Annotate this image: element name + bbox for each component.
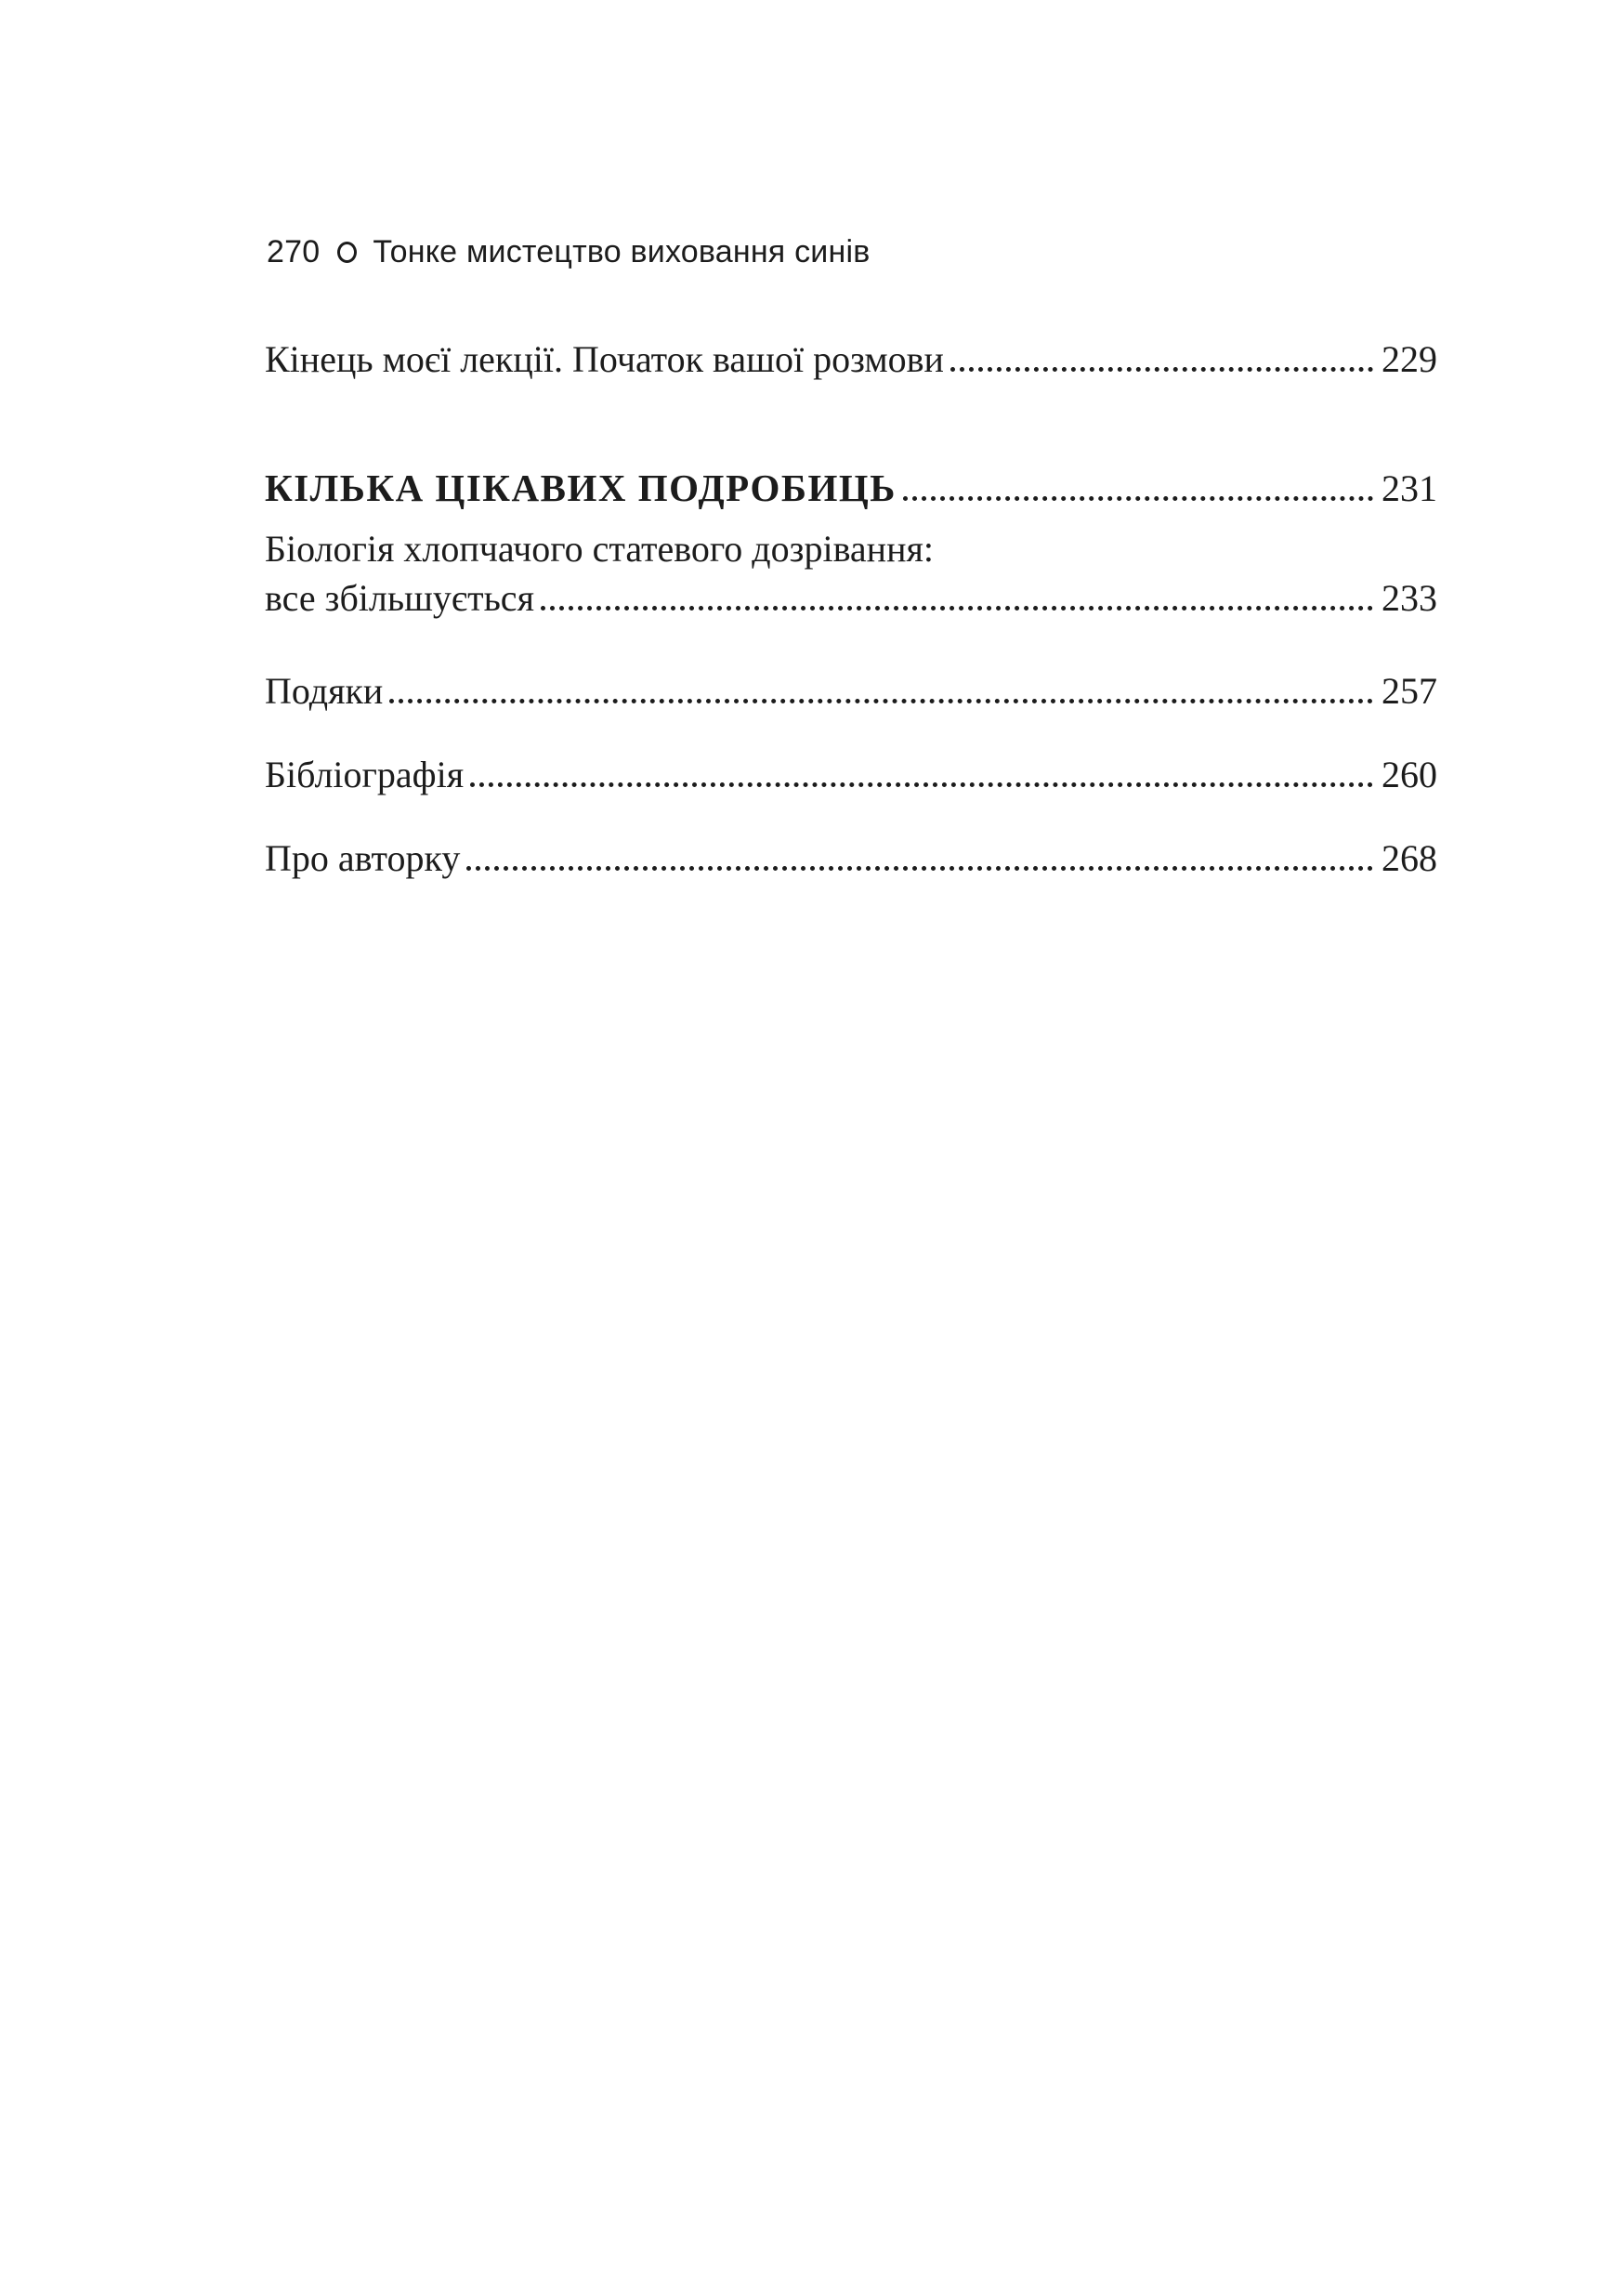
toc-entry-page: 231 xyxy=(1382,467,1437,509)
dot-leader xyxy=(541,606,1373,611)
toc-entry-page: 257 xyxy=(1382,670,1437,712)
dot-leader xyxy=(470,782,1373,787)
toc-entry-page: 233 xyxy=(1382,577,1437,619)
toc-chapter-title: КІЛЬКА ЦІКАВИХ ПОДРОБИЦЬ xyxy=(265,466,897,509)
toc-entry xyxy=(265,466,1437,511)
toc-entry-line1 xyxy=(265,527,1437,571)
toc-entry xyxy=(265,337,1437,382)
toc-entry-title: Подяки xyxy=(265,670,384,712)
toc-entry-title: Кінець моєї лекції. Початок вашої розмови xyxy=(265,338,944,380)
toc-entry-page: 268 xyxy=(1382,837,1437,879)
circle-outline-icon xyxy=(337,242,357,263)
toc-entry-title: Біологія хлопчачого статевого дозрівання: xyxy=(265,528,934,570)
toc-entry-title: все збільшується xyxy=(265,577,534,619)
dot-leader xyxy=(466,866,1373,871)
toc-entry xyxy=(265,669,1437,714)
toc-entry xyxy=(265,836,1437,881)
toc-entry-title: Про авторку xyxy=(265,837,461,879)
toc-entry xyxy=(265,753,1437,797)
running-header xyxy=(267,233,870,271)
dot-leader xyxy=(950,367,1373,372)
toc-entry-title: Бібліографія xyxy=(265,754,465,795)
header-page-number: 270 xyxy=(267,234,321,269)
toc-entry-page: 229 xyxy=(1382,338,1437,380)
dot-leader xyxy=(903,496,1373,501)
header-book-title: Тонке мистецтво виховання синів xyxy=(373,234,871,269)
dot-leader xyxy=(389,699,1373,703)
toc-entry-line2 xyxy=(265,576,1437,621)
toc-entry-page: 260 xyxy=(1382,754,1437,795)
